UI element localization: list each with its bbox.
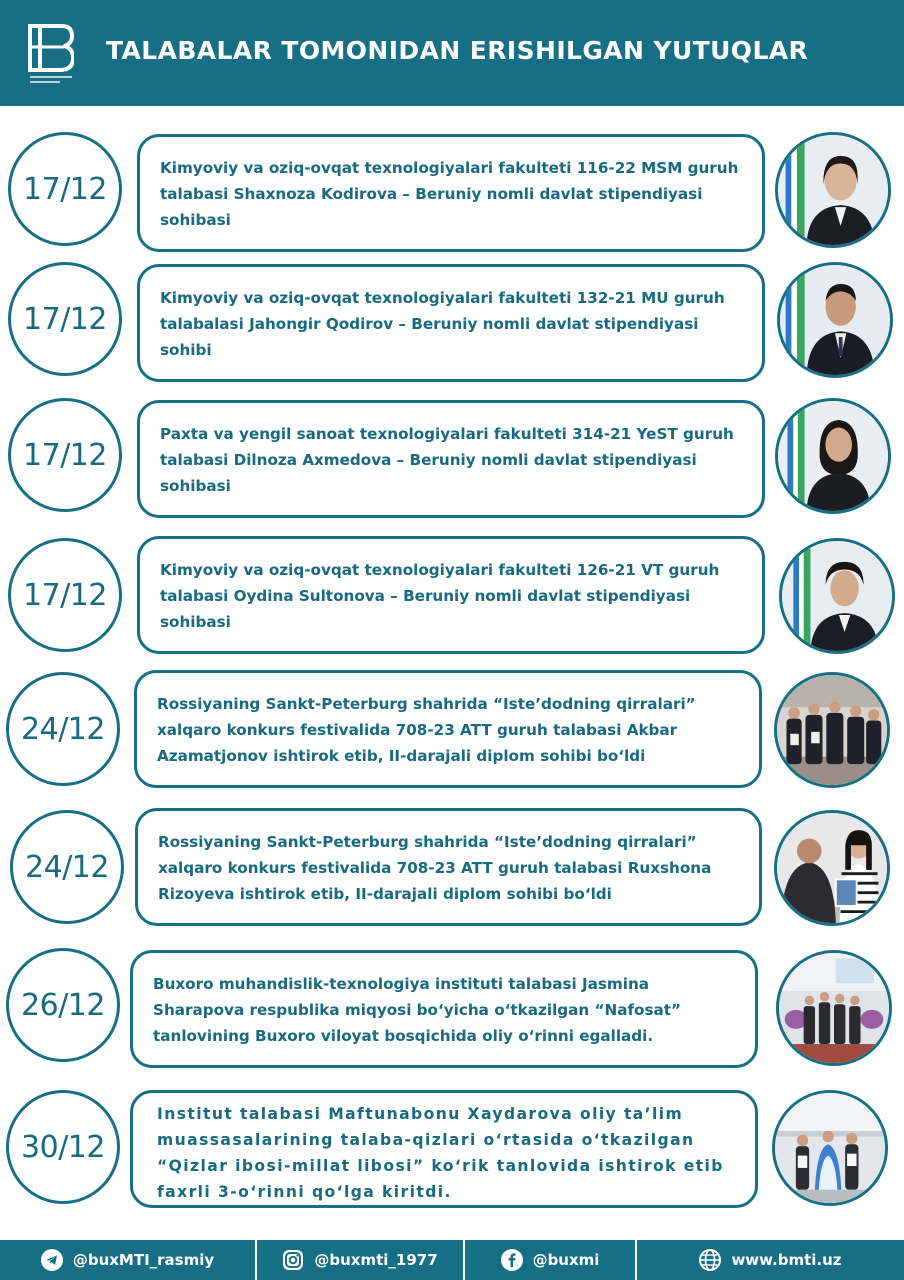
achievement-item <box>0 538 904 666</box>
facebook-icon <box>501 1249 523 1271</box>
achievement-item <box>0 1088 904 1216</box>
award-photo-image <box>777 813 887 923</box>
telegram-icon <box>41 1249 63 1271</box>
portrait-image <box>780 265 890 375</box>
date-badge: 26/12 <box>6 948 120 1062</box>
achievement-item <box>0 262 904 390</box>
institute-logo <box>26 20 74 86</box>
footer-website[interactable] <box>635 1240 904 1280</box>
footer-telegram[interactable] <box>0 1240 255 1280</box>
student-photo <box>777 262 893 378</box>
portrait-image <box>778 401 888 511</box>
event-photo <box>776 950 892 1066</box>
achievement-item <box>0 948 904 1076</box>
page-title: TALABALAR TOMONIDAN ERISHILGAN YUTUQLAR <box>106 36 809 65</box>
footer-facebook[interactable] <box>463 1240 635 1280</box>
event-photo <box>774 810 890 926</box>
achievement-text: Paxta va yengil sanoat texnologiyalari fakulteti 314-21 YeST guruh talabasi Dilnoza Axmedova – Beruniy nomli davlat stipendiyasi sohibasi <box>137 400 765 518</box>
achievement-text: Rossiyaning Sankt-Peterburg shahrida “Iste’dodning qirralari” xalqaro konkurs festivalida 708-23 ATT guruh talabasi Akbar Azamatjonov ishtirok etib, II-darajali diplom sohibi bo‘ldi <box>134 670 762 788</box>
date-badge: 24/12 <box>6 672 120 786</box>
date-badge: 17/12 <box>8 398 122 512</box>
footer-label: @buxmi <box>532 1251 600 1269</box>
achievement-item <box>0 672 904 800</box>
date-badge: 17/12 <box>8 262 122 376</box>
achievement-text: Kimyoviy va oziq-ovqat texnologiyalari fakulteti 116-22 MSM guruh talabasi Shaxnoza Kodirova – Beruniy nomli davlat stipendiyasi sohibasi <box>137 134 765 252</box>
footer-label: @buxMTI_rasmiy <box>72 1251 215 1269</box>
portrait-image <box>782 541 892 651</box>
event-photo <box>772 1090 888 1206</box>
date-badge: 24/12 <box>10 810 124 924</box>
achievement-item <box>0 398 904 526</box>
achievement-text: Rossiyaning Sankt-Peterburg shahrida “Iste’dodning qirralari” xalqaro konkurs festivalida 708-23 ATT guruh talabasi Ruxshona Rizoyeva ishtirok etib, II-darajali diplom sohibi bo‘ldi <box>135 808 762 926</box>
achievement-item <box>0 810 904 938</box>
achievement-text: Kimyoviy va oziq-ovqat texnologiyalari fakulteti 126-21 VT guruh talabasi Oydina Sultonova – Beruniy nomli davlat stipendiyasi sohibasi <box>137 536 765 654</box>
group-photo-image <box>777 675 887 785</box>
achievement-item <box>0 126 904 254</box>
instagram-icon <box>282 1249 304 1271</box>
footer-bar <box>0 1240 904 1280</box>
achievement-text: Kimyoviy va oziq-ovqat texnologiyalari fakulteti 132-21 MU guruh talabalasi Jahongir Qodirov – Beruniy nomli davlat stipendiyasi sohibi <box>137 264 765 382</box>
student-photo <box>779 538 895 654</box>
date-badge: 30/12 <box>6 1090 120 1204</box>
page-header <box>0 0 904 106</box>
achievement-text: Institut talabasi Maftunabonu Xaydarova oliy ta’lim muassasalarining talaba-qizlari o‘rtasida o‘tkazilgan “Qizlar ibosi-millat libosi” ko‘rik tanlovida ishtirok etib faxrli 3-o‘rinni qo‘lga kiritdi. <box>130 1090 758 1208</box>
globe-icon <box>699 1249 721 1271</box>
achievement-text: Buxoro muhandislik-texnologiya instituti talabasi Jasmina Sharapova respublika miqyosi bo‘yicha o‘tkazilgan “Nafosat” tanlovining Buxoro viloyat bosqichida oliy o‘rinni egalladi. <box>130 950 758 1068</box>
student-photo <box>775 132 891 248</box>
contest-photo-image <box>775 1093 885 1203</box>
student-photo <box>775 398 891 514</box>
date-badge: 17/12 <box>8 538 122 652</box>
footer-label: @buxmti_1977 <box>314 1251 438 1269</box>
event-photo <box>774 672 890 788</box>
contest-photo-image <box>779 953 889 1063</box>
date-badge: 17/12 <box>8 132 122 246</box>
portrait-image <box>778 135 888 245</box>
footer-instagram[interactable] <box>255 1240 463 1280</box>
footer-label: www.bmti.uz <box>731 1251 842 1269</box>
